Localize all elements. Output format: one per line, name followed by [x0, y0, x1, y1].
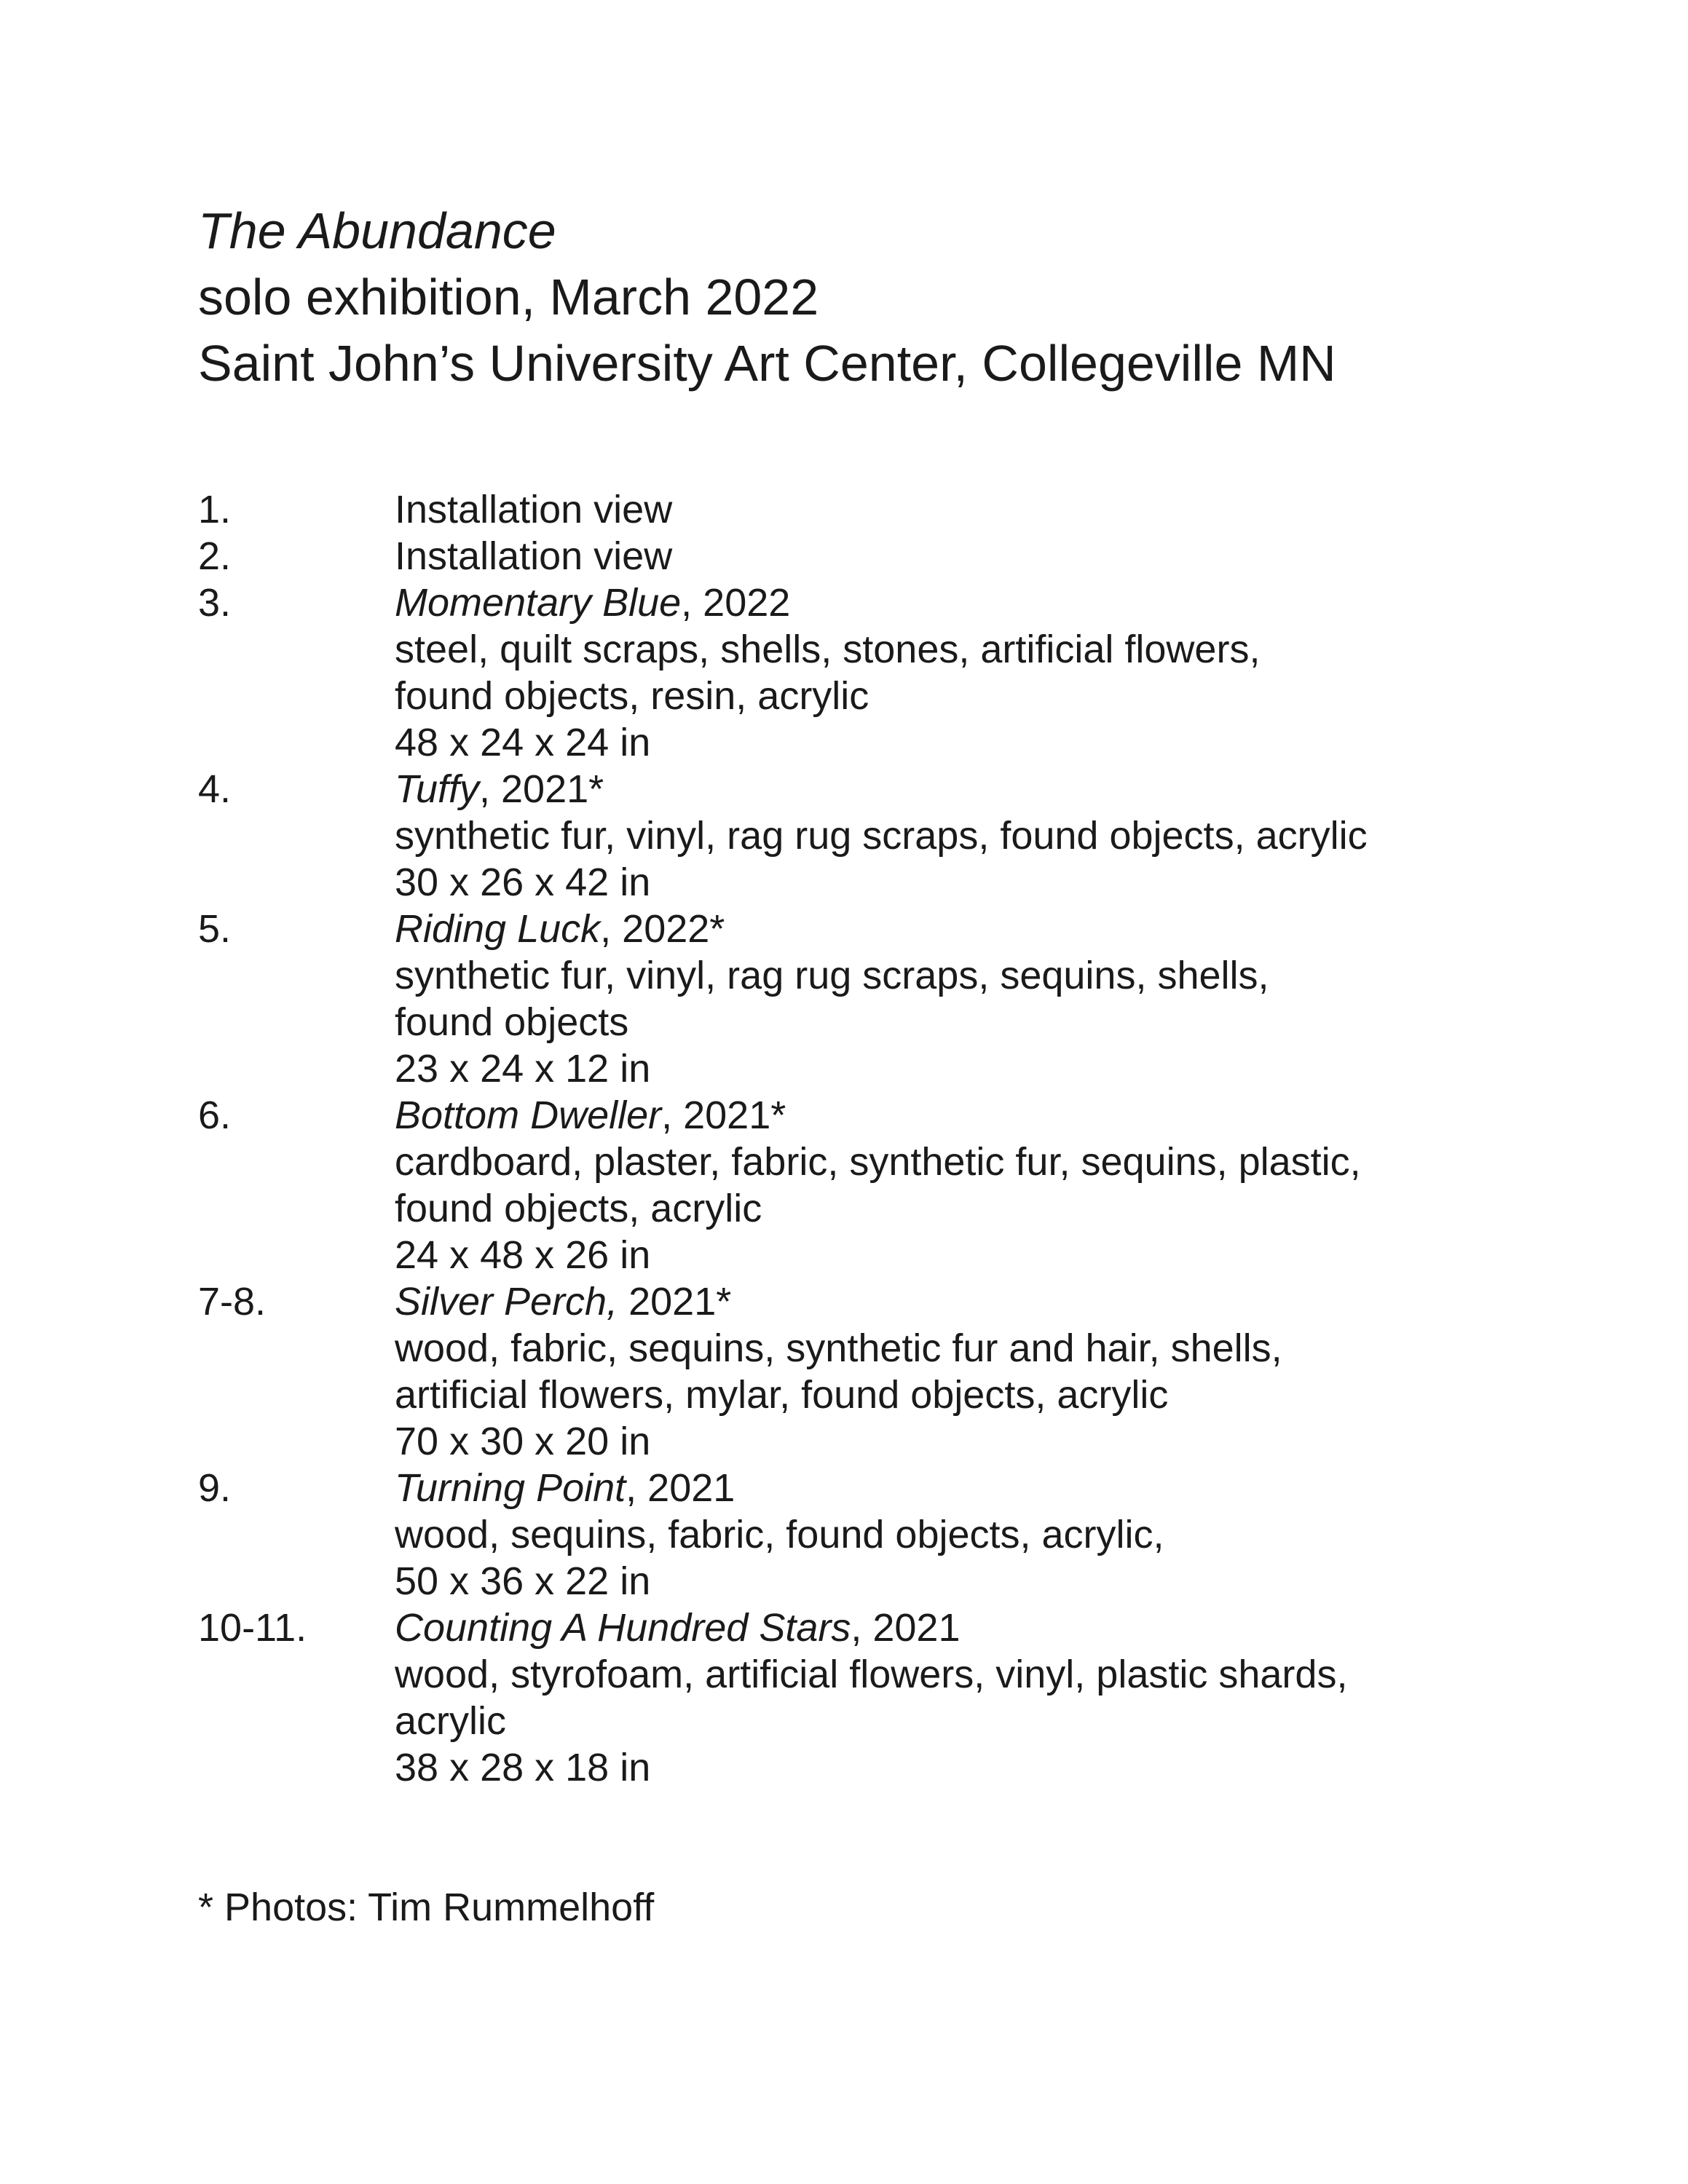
work-heading — [395, 579, 1582, 626]
work-description: Installation view — [395, 488, 673, 531]
work-year: , 2021 — [851, 1606, 961, 1650]
work-materials: wood, fabric, sequins, synthetic fur and hair, shells, — [395, 1326, 1282, 1370]
work-materials: synthetic fur, vinyl, rag rug scraps, found objects, acrylic — [395, 814, 1368, 858]
work-description: Installation view — [395, 534, 673, 578]
work-materials: found objects, acrylic — [395, 1187, 762, 1230]
work-dimensions: 23 x 24 x 12 in — [395, 1047, 651, 1091]
work-details — [395, 1605, 1582, 1791]
work-heading — [395, 533, 1582, 579]
work-number: 5. — [198, 907, 232, 951]
work-entry — [198, 1278, 1582, 1465]
work-year: , 2022* — [600, 907, 725, 951]
exhibition-subtitle: solo exhibition, March 2022 — [198, 269, 819, 325]
work-materials: found objects — [395, 1000, 629, 1044]
work-title: Riding Luck — [395, 907, 601, 951]
work-number: 9. — [198, 1466, 232, 1510]
work-details — [395, 533, 1582, 579]
work-year: 2021* — [618, 1280, 732, 1324]
work-materials: artificial flowers, mylar, found objects, acrylic — [395, 1373, 1169, 1417]
work-materials: synthetic fur, vinyl, rag rug scraps, sequins, shells, — [395, 954, 1269, 997]
work-details — [395, 906, 1582, 1092]
work-materials: acrylic — [395, 1699, 507, 1743]
work-entry — [198, 1465, 1582, 1605]
exhibition-header — [198, 198, 1582, 397]
work-dimensions: 30 x 26 x 42 in — [395, 860, 651, 904]
work-entry — [198, 1092, 1582, 1278]
work-materials: cardboard, plaster, fabric, synthetic fur, sequins, plastic, — [395, 1140, 1361, 1184]
work-heading — [395, 1092, 1582, 1139]
work-year: , 2021 — [626, 1466, 735, 1510]
work-materials: found objects, resin, acrylic — [395, 674, 869, 718]
exhibition-venue: Saint John’s University Art Center, Collegeville MN — [198, 335, 1336, 392]
works-list — [198, 486, 1582, 1791]
work-heading — [395, 486, 1582, 533]
work-title: Turning Point — [395, 1466, 626, 1510]
work-entry — [198, 906, 1582, 1092]
exhibition-title: The Abundance — [198, 202, 556, 259]
work-title: Momentary Blue — [395, 581, 682, 625]
work-details — [395, 486, 1582, 533]
work-year: , 2021* — [661, 1093, 786, 1137]
work-year: , 2022 — [681, 581, 791, 625]
work-details — [395, 1465, 1582, 1605]
work-title: Counting A Hundred Stars — [395, 1606, 851, 1650]
work-number: 6. — [198, 1093, 232, 1137]
work-dimensions: 50 x 36 x 22 in — [395, 1559, 651, 1603]
work-number: 7-8. — [198, 1280, 267, 1324]
work-entry — [198, 1605, 1582, 1791]
work-title: Bottom Dweller — [395, 1093, 662, 1137]
work-details — [395, 579, 1582, 766]
photo-credit-footnote: * Photos: Tim Rummelhoff — [198, 1886, 655, 1929]
work-materials: steel, quilt scraps, shells, stones, artificial flowers, — [395, 628, 1261, 671]
work-heading — [395, 906, 1582, 952]
work-dimensions: 70 x 30 x 20 in — [395, 1420, 651, 1463]
work-materials: wood, styrofoam, artificial flowers, vinyl, plastic shards, — [395, 1653, 1348, 1696]
work-title: Silver Perch, — [395, 1280, 618, 1324]
work-title: Tuffy — [395, 767, 480, 811]
work-heading — [395, 1465, 1582, 1511]
work-entry — [198, 579, 1582, 766]
work-dimensions: 24 x 48 x 26 in — [395, 1233, 651, 1277]
work-dimensions: 48 x 24 x 24 in — [395, 721, 651, 764]
work-number: 1. — [198, 488, 232, 531]
work-number: 3. — [198, 581, 232, 625]
work-number: 10-11. — [198, 1606, 307, 1650]
work-materials: wood, sequins, fabric, found objects, acrylic, — [395, 1513, 1164, 1556]
work-number: 4. — [198, 767, 232, 811]
work-number: 2. — [198, 534, 232, 578]
work-heading — [395, 1278, 1582, 1325]
work-heading — [395, 1605, 1582, 1651]
work-details — [395, 1278, 1582, 1465]
work-details — [395, 766, 1582, 906]
work-dimensions: 38 x 28 x 18 in — [395, 1746, 651, 1789]
work-details — [395, 1092, 1582, 1278]
work-entry — [198, 766, 1582, 906]
work-entry — [198, 486, 1582, 533]
work-heading — [395, 766, 1582, 812]
work-entry — [198, 533, 1582, 579]
work-year: , 2021* — [479, 767, 604, 811]
